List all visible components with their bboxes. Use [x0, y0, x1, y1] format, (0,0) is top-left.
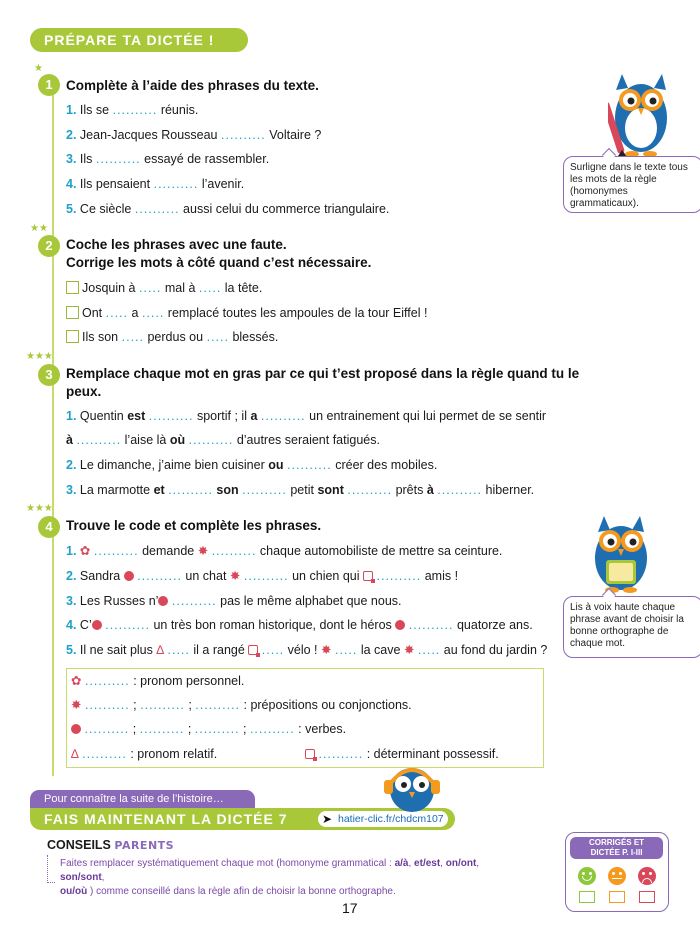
ex2-line-2: Ont ..... a ..... remplacé toutes les ampoules de la tour Eiffel !: [66, 305, 427, 321]
ex2-line-1: Josquin à ..... mal à ..... la tête.: [66, 280, 262, 296]
tip-box-highlight: Surligne dans le texte tous les mots de la règle (homonymes grammaticaux).: [563, 156, 700, 213]
legend-prepositions: ✸ .......... ; .......... ; .......... : prépositions ou conjonctions.: [71, 698, 412, 712]
ex1-line-2: 2. Jean-Jacques Rousseau .......... Voltaire ?: [66, 128, 322, 142]
page-number: 17: [342, 900, 358, 916]
ex4-line-3: 3. Les Russes n’ .......... pas le même alphabet que nous.: [66, 594, 402, 608]
sad-face-icon: [638, 867, 656, 885]
exercise-3-title: Remplace chaque mot en gras par ce qui t’est proposé dans la règle quand tu le peux.: [66, 366, 580, 399]
exercise-number: 3: [38, 364, 60, 386]
checkbox[interactable]: [66, 306, 79, 319]
exercise-guide-line: [52, 76, 54, 776]
exercise-number: 2: [38, 235, 60, 257]
corriges-box: [565, 832, 669, 912]
ex1-line-5: 5. Ce siècle .......... aussi celui du commerce triangulaire.: [66, 202, 390, 216]
star-icon: ★: [34, 63, 43, 74]
conseils-bracket: [47, 855, 55, 883]
legend-pronom-relatif: ∆ .......... : pronom relatif.: [71, 747, 218, 761]
corriges-header: CORRIGÉS ET DICTÉE P. I-III: [570, 837, 663, 859]
ex3-line-1b: à .......... l’aise là où .......... d’autres seraient fatigués.: [66, 433, 380, 447]
owl-reading-icon: [588, 514, 658, 594]
conseils-parents-title: CONSEILS PARENTS: [47, 838, 175, 852]
ex3-line-3: 3. La marmotte et .......... son .......... petit sont .......... prêts à .......... hiberner.: [66, 483, 535, 497]
neutral-face-icon: [608, 867, 626, 885]
checkbox-orange[interactable]: [609, 891, 625, 903]
dictee-banner: FAIS MAINTENANT LA DICTÉE 7: [30, 808, 455, 830]
checkbox[interactable]: [66, 330, 79, 343]
hatier-link[interactable]: ➤ hatier-clic.fr/chdcm107: [318, 811, 448, 827]
checkbox-red[interactable]: [639, 891, 655, 903]
checkbox-green[interactable]: [579, 891, 595, 903]
ex3-line-2: 2. Le dimanche, j’aime bien cuisiner ou .......... créer des mobiles.: [66, 458, 438, 472]
ex4-line-5: 5. Il ne sait plus ∆ ..... il a rangé ..... vélo ! ✸ ..... la cave ✸ ..... au fond du jardin ?: [66, 643, 548, 657]
cursor-arrow-icon: ➤: [322, 812, 333, 826]
section-banner: PRÉPARE TA DICTÉE !: [30, 28, 248, 52]
happy-face-icon: [578, 867, 596, 885]
ex2-line-3: Ils son ..... perdus ou ..... blessés.: [66, 329, 278, 345]
legend-verbes: .......... ; .......... ; .......... ; .......... : verbes.: [71, 722, 346, 736]
checkbox[interactable]: [66, 281, 79, 294]
legend-determinant: .......... : déterminant possessif.: [305, 747, 499, 761]
ex3-line-1: 1. Quentin est .......... sportif ; il a .......... un entrainement qui lui permet de se sentir: [66, 409, 547, 423]
tip-box-read-aloud: Lis à voix haute chaque phrase avant de choisir la bonne orthographe de chaque mot.: [563, 596, 700, 658]
exercise-4-title: Trouve le code et complète les phrases.: [66, 518, 322, 533]
star-icon: ★★: [30, 223, 48, 234]
ex1-line-3: 3. Ils .......... essayé de rassembler.: [66, 152, 270, 166]
code-legend-box: [66, 668, 544, 768]
owl-headphones-icon: [382, 756, 442, 814]
ex1-line-1: 1. Ils se .......... réunis.: [66, 103, 199, 117]
exercise-2-title: Coche les phrases avec une faute. Corrige les mots à côté quand c’est nécessaire.: [66, 237, 372, 270]
ex4-line-2: 2. Sandra .......... un chat ✸ .......... un chien qui .......... amis !: [66, 569, 459, 583]
ex4-line-1: 1. ✿ .......... demande ✸ .......... chaque automobiliste de mettre sa ceinture.: [66, 544, 503, 558]
owl-with-pencil-icon: [608, 72, 678, 158]
star-icon: ★★★: [26, 503, 53, 514]
ex1-line-4: 4. Ils pensaient .......... l’avenir.: [66, 177, 245, 191]
exercise-1-title: Complète à l’aide des phrases du texte.: [66, 78, 319, 93]
story-tab: Pour connaître la suite de l’histoire…: [30, 790, 255, 808]
ex4-line-4: 4. C’ .......... un très bon roman historique, dont le héros .......... quatorze ans.: [66, 618, 533, 632]
legend-pronom-personnel: ✿ .......... : pronom personnel.: [71, 674, 245, 688]
exercise-number: 4: [38, 516, 60, 538]
exercise-number: 1: [38, 74, 60, 96]
star-icon: ★★★: [26, 351, 53, 362]
conseils-parents-text: Faites remplacer systématiquement chaque mot (homonyme grammatical : a/à, et/est, on/ont, son/sont, ou/où ) comme conseillé dans la règle afin de choisir la bonne orthographe.: [60, 858, 480, 897]
